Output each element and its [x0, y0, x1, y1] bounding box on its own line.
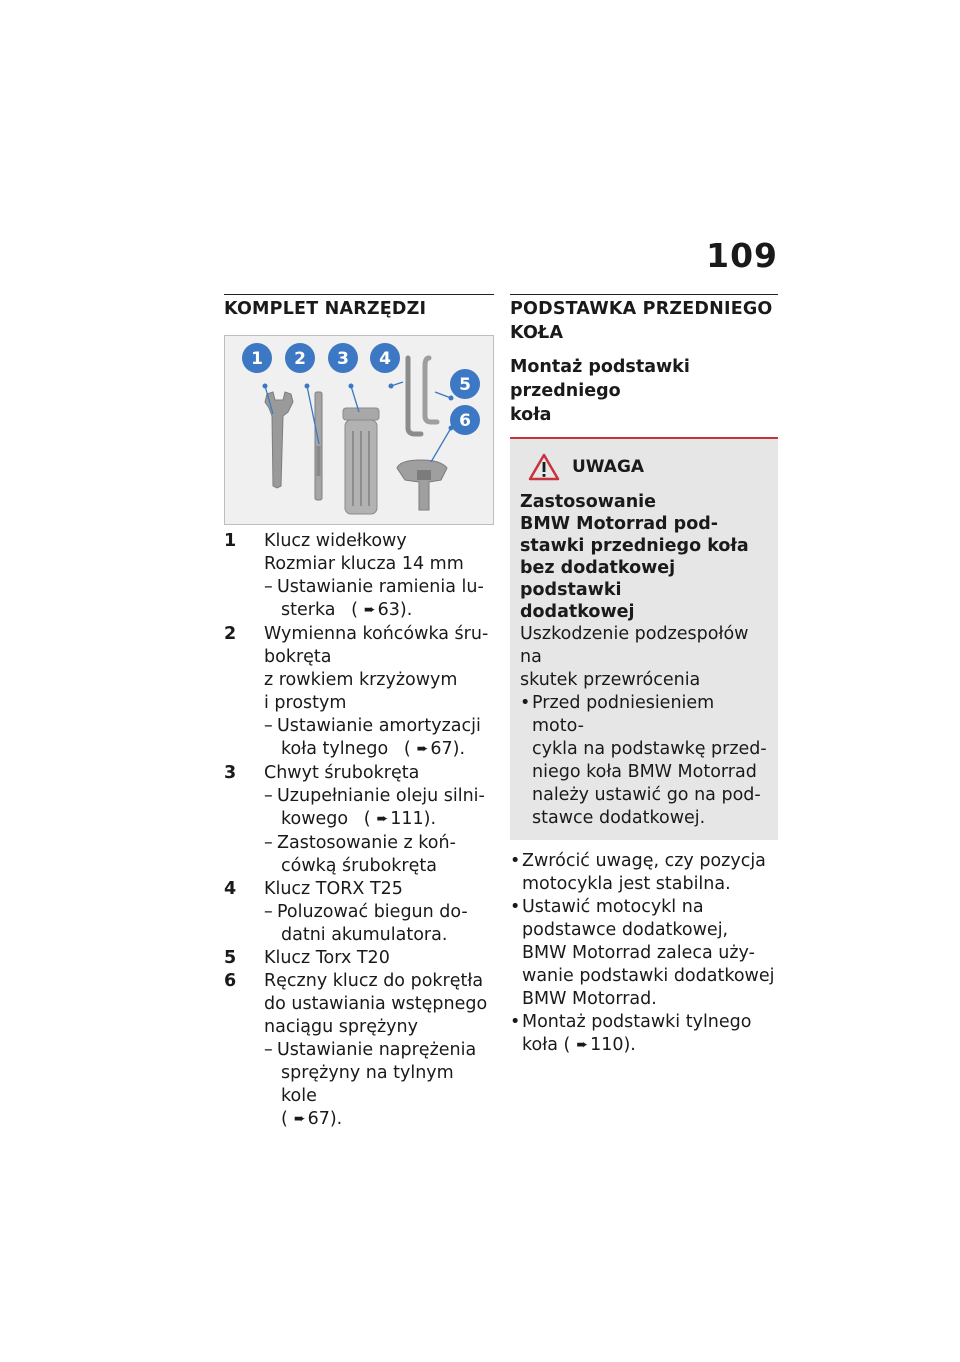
callout-1-label: 1 — [251, 349, 263, 369]
subheading-line: Montaż podstawki przedniego — [510, 357, 690, 401]
warning-title: Zastosowanie BMW Motorrad pod- stawki przedniego koła bez dodatkowej podstawki dodatkowej — [520, 492, 749, 622]
tool-item-line: z rowkiem krzyżowym — [264, 670, 458, 690]
callout-4-label: 4 — [379, 349, 391, 369]
tool-item-line: Klucz TORX T25 — [264, 879, 403, 899]
tool-item-line: i prostym — [264, 693, 347, 713]
section-title-tool-kit: KOMPLET NARZĘDZI — [224, 299, 427, 319]
tool-item — [224, 970, 494, 1132]
bullet-icon: • — [510, 897, 521, 917]
handwheel-key-tool — [397, 460, 447, 510]
screwdriver-handle-tool — [343, 408, 379, 514]
callout-2 — [285, 343, 315, 373]
page-ref-link[interactable]: 111). — [390, 809, 437, 829]
left-column — [224, 294, 494, 1132]
tool-item-number: 5 — [224, 948, 237, 968]
instruction-item: • Ustawić motocykl na podstawce dodatkowej, BMW Motorrad zaleca uży- wanie podstawki dodatkowej BMW Motorrad. — [510, 897, 775, 1009]
section-title-line: PODSTAWKA PRZEDNIEGO — [510, 299, 773, 319]
callout-1 — [242, 343, 272, 373]
usage-line: Ustawianie naprężenia — [277, 1040, 477, 1060]
page-ref-arrow-icon: ➨ — [293, 1111, 306, 1127]
bullet-icon: • — [520, 693, 531, 713]
tool-item-usage: – Ustawianie ramienia lu- sterka ( ➨ 63). — [264, 576, 494, 623]
tool-item — [224, 947, 494, 970]
tool-item-number: 3 — [224, 763, 237, 783]
tool-item-line: do ustawiania wstępnego — [264, 994, 488, 1014]
bullet-icon: • — [510, 851, 521, 871]
usage-line: Poluzować biegun do- — [277, 902, 468, 922]
page-ref-link[interactable]: 67). — [307, 1109, 343, 1129]
instruction-item: • Zwrócić uwagę, czy pozycja motocykla jest stabilna. — [510, 851, 766, 894]
tool-item-line: Rozmiar klucza 14 mm — [264, 554, 464, 574]
usage-line: Ustawianie ramienia lu- — [277, 577, 484, 597]
section-rule — [224, 294, 494, 295]
tool-item-usage: – Zastosowanie z koń- cówką śrubokręta — [264, 832, 494, 878]
page-number: 109 — [706, 236, 778, 275]
usage-line: sprężyny na tylnym kole — [281, 1063, 454, 1106]
tool-item-line: Chwyt śrubokręta — [264, 763, 420, 783]
usage-line: Zastosowanie z koń- — [277, 833, 456, 853]
warning-label: UWAGA — [572, 456, 645, 477]
callout-3-label: 3 — [337, 349, 349, 369]
instruction-item: • Montaż podstawki tylnego koła ( ➨ 110). — [510, 1011, 778, 1058]
warning-triangle-icon — [528, 453, 560, 481]
bullet-icon: • — [510, 1012, 521, 1032]
instruction-list — [510, 850, 778, 1058]
tool-item-number: 2 — [224, 624, 237, 644]
usage-line: Uzupełnianie oleju silni- — [277, 786, 485, 806]
page-ref-arrow-icon: ➨ — [363, 602, 376, 618]
page-ref-link[interactable]: 63). — [377, 600, 413, 620]
subheading-mounting — [510, 355, 778, 427]
page-ref-arrow-icon: ➨ — [416, 741, 429, 757]
page-ref-link[interactable]: 67). — [430, 739, 466, 759]
tool-item-line: Wymienna końcówka śru- — [264, 624, 489, 644]
page-ref-arrow-icon: ➨ — [376, 811, 389, 827]
warning-header — [528, 453, 768, 481]
usage-line: datni akumulatora. — [281, 925, 448, 945]
tool-list — [224, 530, 494, 1132]
tool-item — [224, 623, 494, 762]
usage-line-ref: ( ➨ 67). — [281, 1109, 343, 1129]
tool-item-usage: – Uzupełnianie oleju silni- kowego ( ➨ 111). — [264, 785, 494, 832]
usage-line-ref: koła ( ➨ 110). — [522, 1035, 636, 1055]
tool-item-usage: – Ustawianie amortyzacji koła tylnego ( ➨ 67). — [264, 715, 494, 762]
tool-item — [224, 530, 494, 623]
tool-item-line: Ręczny klucz do pokrętła — [264, 971, 484, 991]
section-rule — [510, 294, 778, 295]
warning-consequence: Uszkodzenie podzespołów na skutek przewrócenia — [520, 624, 749, 690]
usage-line-ref: koła tylnego ( ➨ 67). — [281, 739, 466, 759]
tool-item-number: 4 — [224, 879, 237, 899]
tool-item-line: Klucz Torx T20 — [264, 948, 390, 968]
page-ref-arrow-icon: ➨ — [576, 1037, 589, 1053]
tool-kit-figure — [224, 335, 494, 525]
warning-box — [510, 437, 778, 840]
tool-item-line: Klucz widełkowy — [264, 531, 407, 551]
callout-3 — [328, 343, 358, 373]
tool-item — [224, 878, 494, 947]
usage-line: cówką śrubokręta — [281, 856, 437, 876]
open-end-wrench-tool — [265, 392, 293, 488]
callout-4 — [370, 343, 400, 373]
subheading-line: koła — [510, 405, 552, 425]
usage-line: Ustawianie amortyzacji — [277, 716, 481, 736]
callout-5-label: 5 — [459, 375, 471, 395]
tool-item — [224, 762, 494, 878]
section-title-front-stand — [510, 297, 778, 345]
usage-line-ref: kowego ( ➨ 111). — [281, 809, 437, 829]
usage-line-ref: sterka ( ➨ 63). — [281, 600, 413, 620]
torx-keys-tool — [408, 358, 437, 434]
callout-2-label: 2 — [294, 349, 306, 369]
tool-item-usage: – Poluzować biegun do- datni akumulatora. — [264, 901, 494, 947]
warning-instruction: • Przed podniesieniem moto- cykla na podstawkę przed- niego koła BMW Motorrad należy ustawić go na pod- stawce dodatkowej. — [520, 693, 767, 828]
tool-item-number: 1 — [224, 531, 237, 551]
tool-kit-illustration — [225, 336, 493, 524]
tool-item-line: naciągu sprężyny — [264, 1017, 418, 1037]
tool-item-usage: – Ustawianie naprężenia sprężyny na tylnym kole ( ➨ 67). — [264, 1039, 494, 1132]
right-column — [510, 294, 778, 1058]
callout-5 — [450, 369, 480, 399]
tool-item-number: 6 — [224, 971, 237, 991]
tool-item-line: bokręta — [264, 647, 332, 667]
callout-6 — [450, 405, 480, 435]
page-ref-link[interactable]: 110). — [590, 1035, 636, 1055]
callout-6-label: 6 — [459, 411, 471, 431]
screwdriver-bit-tool — [315, 392, 322, 500]
section-title-line: KOŁA — [510, 323, 564, 343]
